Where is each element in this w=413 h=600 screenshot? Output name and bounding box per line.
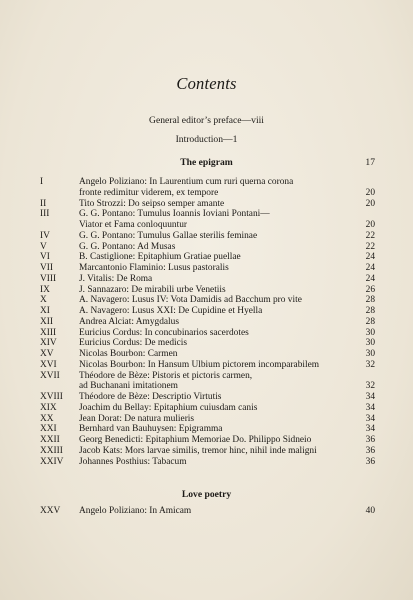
toc-entry-number: XI (40, 306, 50, 316)
toc-entry-title-line: Angelo Poliziano: In Amicam (79, 506, 192, 516)
toc-entry-page-number: 24 (365, 263, 375, 273)
toc-entry-title-line: fronte redimitur viderem, ex tempore (79, 187, 219, 198)
toc-entry-number: II (40, 198, 47, 209)
section-heading-love-poetry: Love poetry (181, 489, 232, 500)
toc-entry-page-number: 24 (365, 252, 375, 263)
toc-entry-page-number: 32 (365, 381, 375, 392)
toc-entry-number: IX (40, 284, 50, 295)
toc-entry-title-line: Théodore de Bèze: Pistoris et pictoris carmen, (79, 370, 253, 381)
toc-entry-number: XII (40, 316, 54, 327)
toc-entry-title-line: ad Buchanani imitationem (79, 381, 178, 392)
toc-entry-number: III (40, 209, 50, 220)
toc-entry-page-number: 22 (365, 241, 375, 252)
toc-entry-page-number: 36 (365, 435, 375, 445)
toc-entry-page-number: 20 (365, 219, 375, 230)
toc-entry-title-line: Georg Benedicti: Epitaphium Memoriae Do. Philippo Sidneio (79, 435, 312, 445)
toc-entry-title-line: Angelo Poliziano: In Laurentium cum ruri querna corona (79, 177, 294, 187)
toc-entry-number: XVII (40, 370, 60, 381)
toc-entry-title-line: G. G. Pontano: Tumulus Gallae sterilis feminae (79, 230, 258, 241)
toc-entry-title-line: Jean Dorat: De natura mulieris (79, 413, 195, 424)
toc-entry-page-number: 30 (365, 349, 375, 359)
front-matter-preface: General editor’s preface—viii (149, 115, 264, 126)
toc-entry-title-line: B. Castiglione: Epitaphium Gratiae puellae (79, 252, 241, 263)
front-matter-introduction: Introduction—1 (175, 134, 238, 145)
toc-entry-title-line: J. Sannazaro: De mirabili urbe Venetiis (79, 284, 226, 295)
toc-entry-title-line: Jacob Kats: Mors larvae similis, tremor hinc, nihil inde maligni (79, 445, 317, 456)
toc-entry-title-line: J. Vitalis: De Roma (79, 273, 153, 284)
toc-entry-title-line: Johannes Posthius: Tabacum (79, 456, 187, 467)
toc-entry-title-line: Euricius Cordus: In concubinarios sacerdotes (79, 327, 249, 338)
toc-entry-title-line: Bernhard van Bauhuysen: Epigramma (79, 424, 223, 435)
toc-entry-number: VI (40, 252, 50, 263)
toc-entry-page-number: 28 (365, 306, 375, 316)
toc-entry-title-line: Andrea Alciat: Amygdalus (79, 316, 179, 327)
toc-entry-number: XX (40, 413, 54, 424)
toc-entry-page-number: 34 (365, 392, 375, 402)
toc-entry-title-line: G. G. Pontano: Tumulus Ioannis Ioviani Pontani— (79, 209, 270, 220)
section-page-epigram: 17 (365, 157, 375, 168)
toc-entry-number: VIII (40, 273, 57, 284)
toc-entry-number: XIII (40, 327, 57, 338)
toc-entry-number: XXIV (40, 456, 64, 467)
toc-entry-number: XXI (40, 424, 57, 435)
toc-entry-title-line: A. Navagero: Lusus XXI: De Cupidine et Hyella (79, 306, 263, 316)
toc-entry-title-line: Joachim du Bellay: Epitaphium cuiusdam canis (79, 402, 258, 413)
toc-entry-number: V (40, 241, 47, 252)
toc-entry-number: VII (40, 263, 54, 273)
toc-entry-page-number: 20 (365, 198, 375, 209)
toc-entry-page-number: 34 (365, 424, 375, 435)
toc-entry-page-number: 32 (365, 359, 375, 370)
toc-entry-page-number: 24 (365, 273, 375, 284)
page-title: Contents (176, 74, 237, 93)
toc-entry-page-number: 30 (365, 327, 375, 338)
toc-entry-number: XXIII (40, 445, 63, 456)
toc-entry-number: X (40, 295, 47, 306)
toc-entry-number: XXV (40, 506, 61, 516)
toc-entry-title-line: Théodore de Bèze: Descriptio Virtutis (79, 392, 222, 402)
toc-entry-number: XV (40, 349, 54, 359)
toc-entry-page-number: 36 (365, 445, 375, 456)
toc-entry-page-number: 22 (365, 230, 375, 241)
toc-entry-page-number: 30 (365, 338, 375, 349)
toc-entry-title-line: Nicolas Bourbon: Carmen (79, 349, 178, 359)
toc-entry-page-number: 40 (365, 506, 375, 516)
toc-entry-number: I (40, 177, 44, 187)
toc-entry-number: IV (40, 230, 50, 241)
section-heading-epigram: The epigram (180, 157, 233, 168)
toc-entry-title-line: A. Navagero: Lusus IV: Vota Damidis ad Bacchum pro vite (79, 295, 302, 306)
toc-entry-page-number: 36 (365, 456, 375, 467)
toc-entry-title-line: Euricius Cordus: De medicis (79, 338, 188, 349)
toc-entry-number: XIV (40, 338, 57, 349)
toc-entry-title-line: G. G. Pontano: Ad Musas (79, 241, 176, 252)
toc-entry-page-number: 20 (365, 187, 375, 198)
toc-entry-page-number: 34 (365, 413, 375, 424)
toc-entry-title-line: Tito Strozzi: Do seipso semper amante (79, 198, 225, 209)
toc-entry-page-number: 28 (365, 316, 375, 327)
toc-entry-number: XXII (40, 435, 60, 445)
toc-entry-title-line: Marcantonio Flaminio: Lusus pastoralis (79, 263, 229, 273)
toc-entry-number: XIX (40, 402, 57, 413)
toc-entry-title-line: Viator et Fama conloquuntur (79, 219, 188, 230)
toc-entry-page-number: 26 (365, 284, 375, 295)
toc-entry-page-number: 34 (365, 402, 375, 413)
toc-entry-page-number: 28 (365, 295, 375, 306)
toc-entry-number: XVI (40, 359, 57, 370)
toc-entry-title-line: Nicolas Bourbon: In Hansum Ulbium pictorem incomparabilem (79, 359, 320, 370)
toc-entry-number: XVIII (40, 392, 63, 402)
